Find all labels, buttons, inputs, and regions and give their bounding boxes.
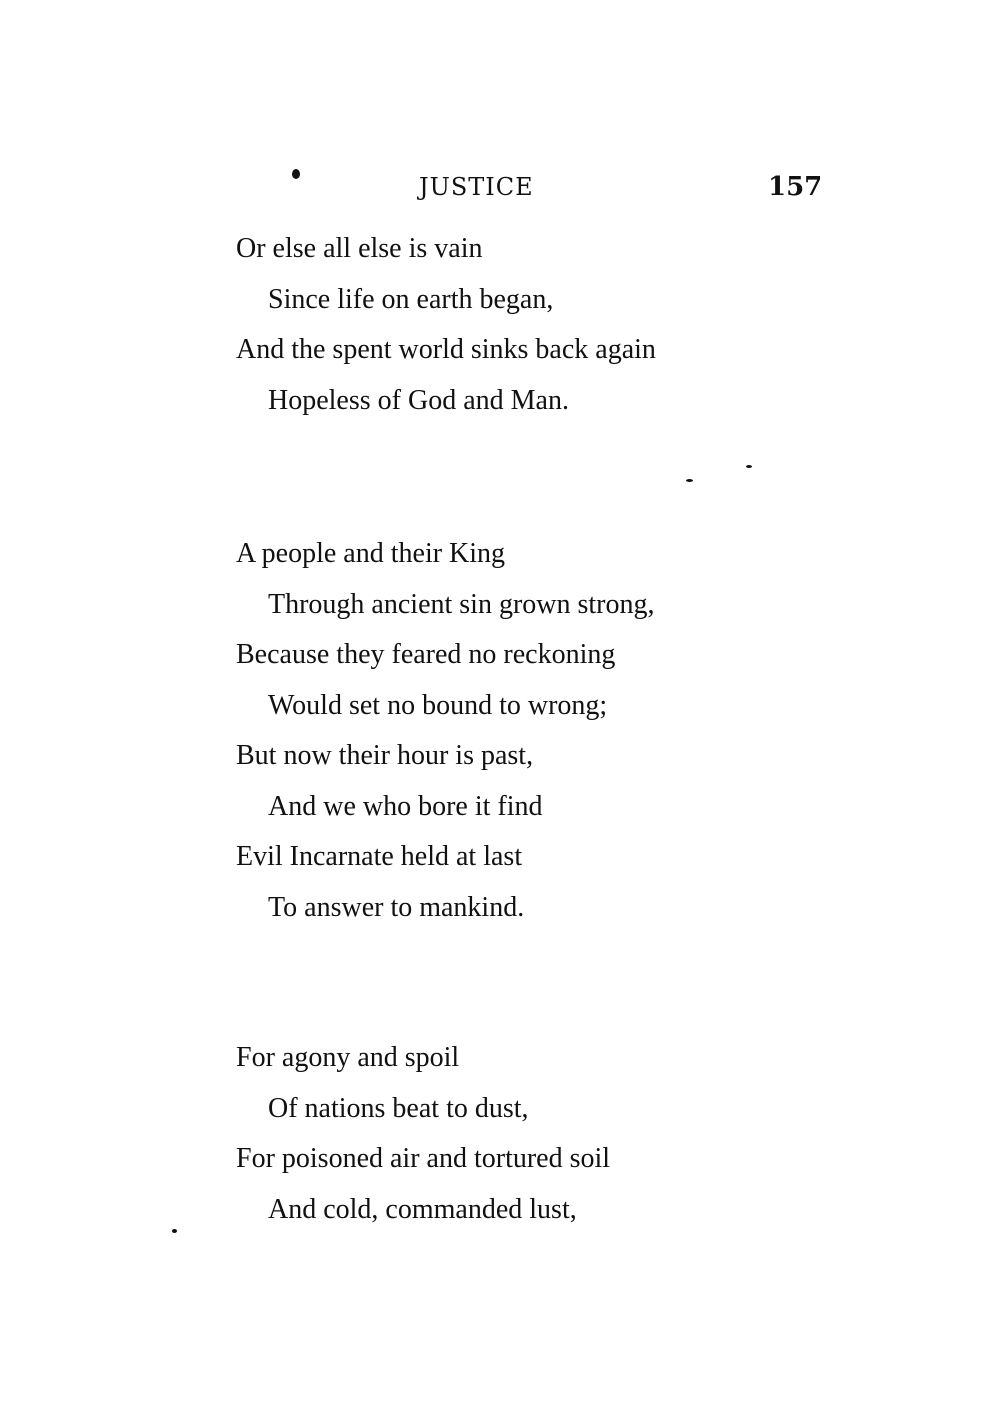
poem-line: For agony and spoil <box>236 1042 460 1073</box>
running-title: JUSTICE <box>419 173 534 201</box>
scan-speck <box>746 465 752 468</box>
poem-line: Since life on earth began, <box>268 283 554 315</box>
stanza-2 <box>236 529 876 933</box>
scan-speck <box>292 169 300 179</box>
poem-line: And the spent world sinks back again <box>236 334 656 365</box>
poem-line: Because they feared no reckoning <box>236 639 616 670</box>
stanza-3 <box>236 1033 876 1235</box>
poem-line: Would set no bound to wrong; <box>268 689 608 721</box>
poem-line: And we who bore it find <box>268 790 543 822</box>
stanza-1 <box>236 224 876 426</box>
poem-line: But now their hour is past, <box>236 740 534 771</box>
poem-line: To answer to mankind. <box>268 891 525 923</box>
poem-line: And cold, commanded lust, <box>268 1193 577 1225</box>
poem-line: A people and their King <box>236 538 506 569</box>
poem-line: Or else all else is vain <box>236 233 483 264</box>
poem-line: Of nations beat to dust, <box>268 1092 529 1124</box>
poem-line: For poisoned air and tortured soil <box>236 1143 611 1174</box>
poem-line: Evil Incarnate held at last <box>236 841 523 872</box>
poem-line: Hopeless of God and Man. <box>268 384 569 416</box>
scan-speck <box>686 479 693 482</box>
page-number: 157 <box>768 172 823 202</box>
scan-speck <box>172 1229 177 1233</box>
poem-line: Through ancient sin grown strong, <box>268 588 655 620</box>
